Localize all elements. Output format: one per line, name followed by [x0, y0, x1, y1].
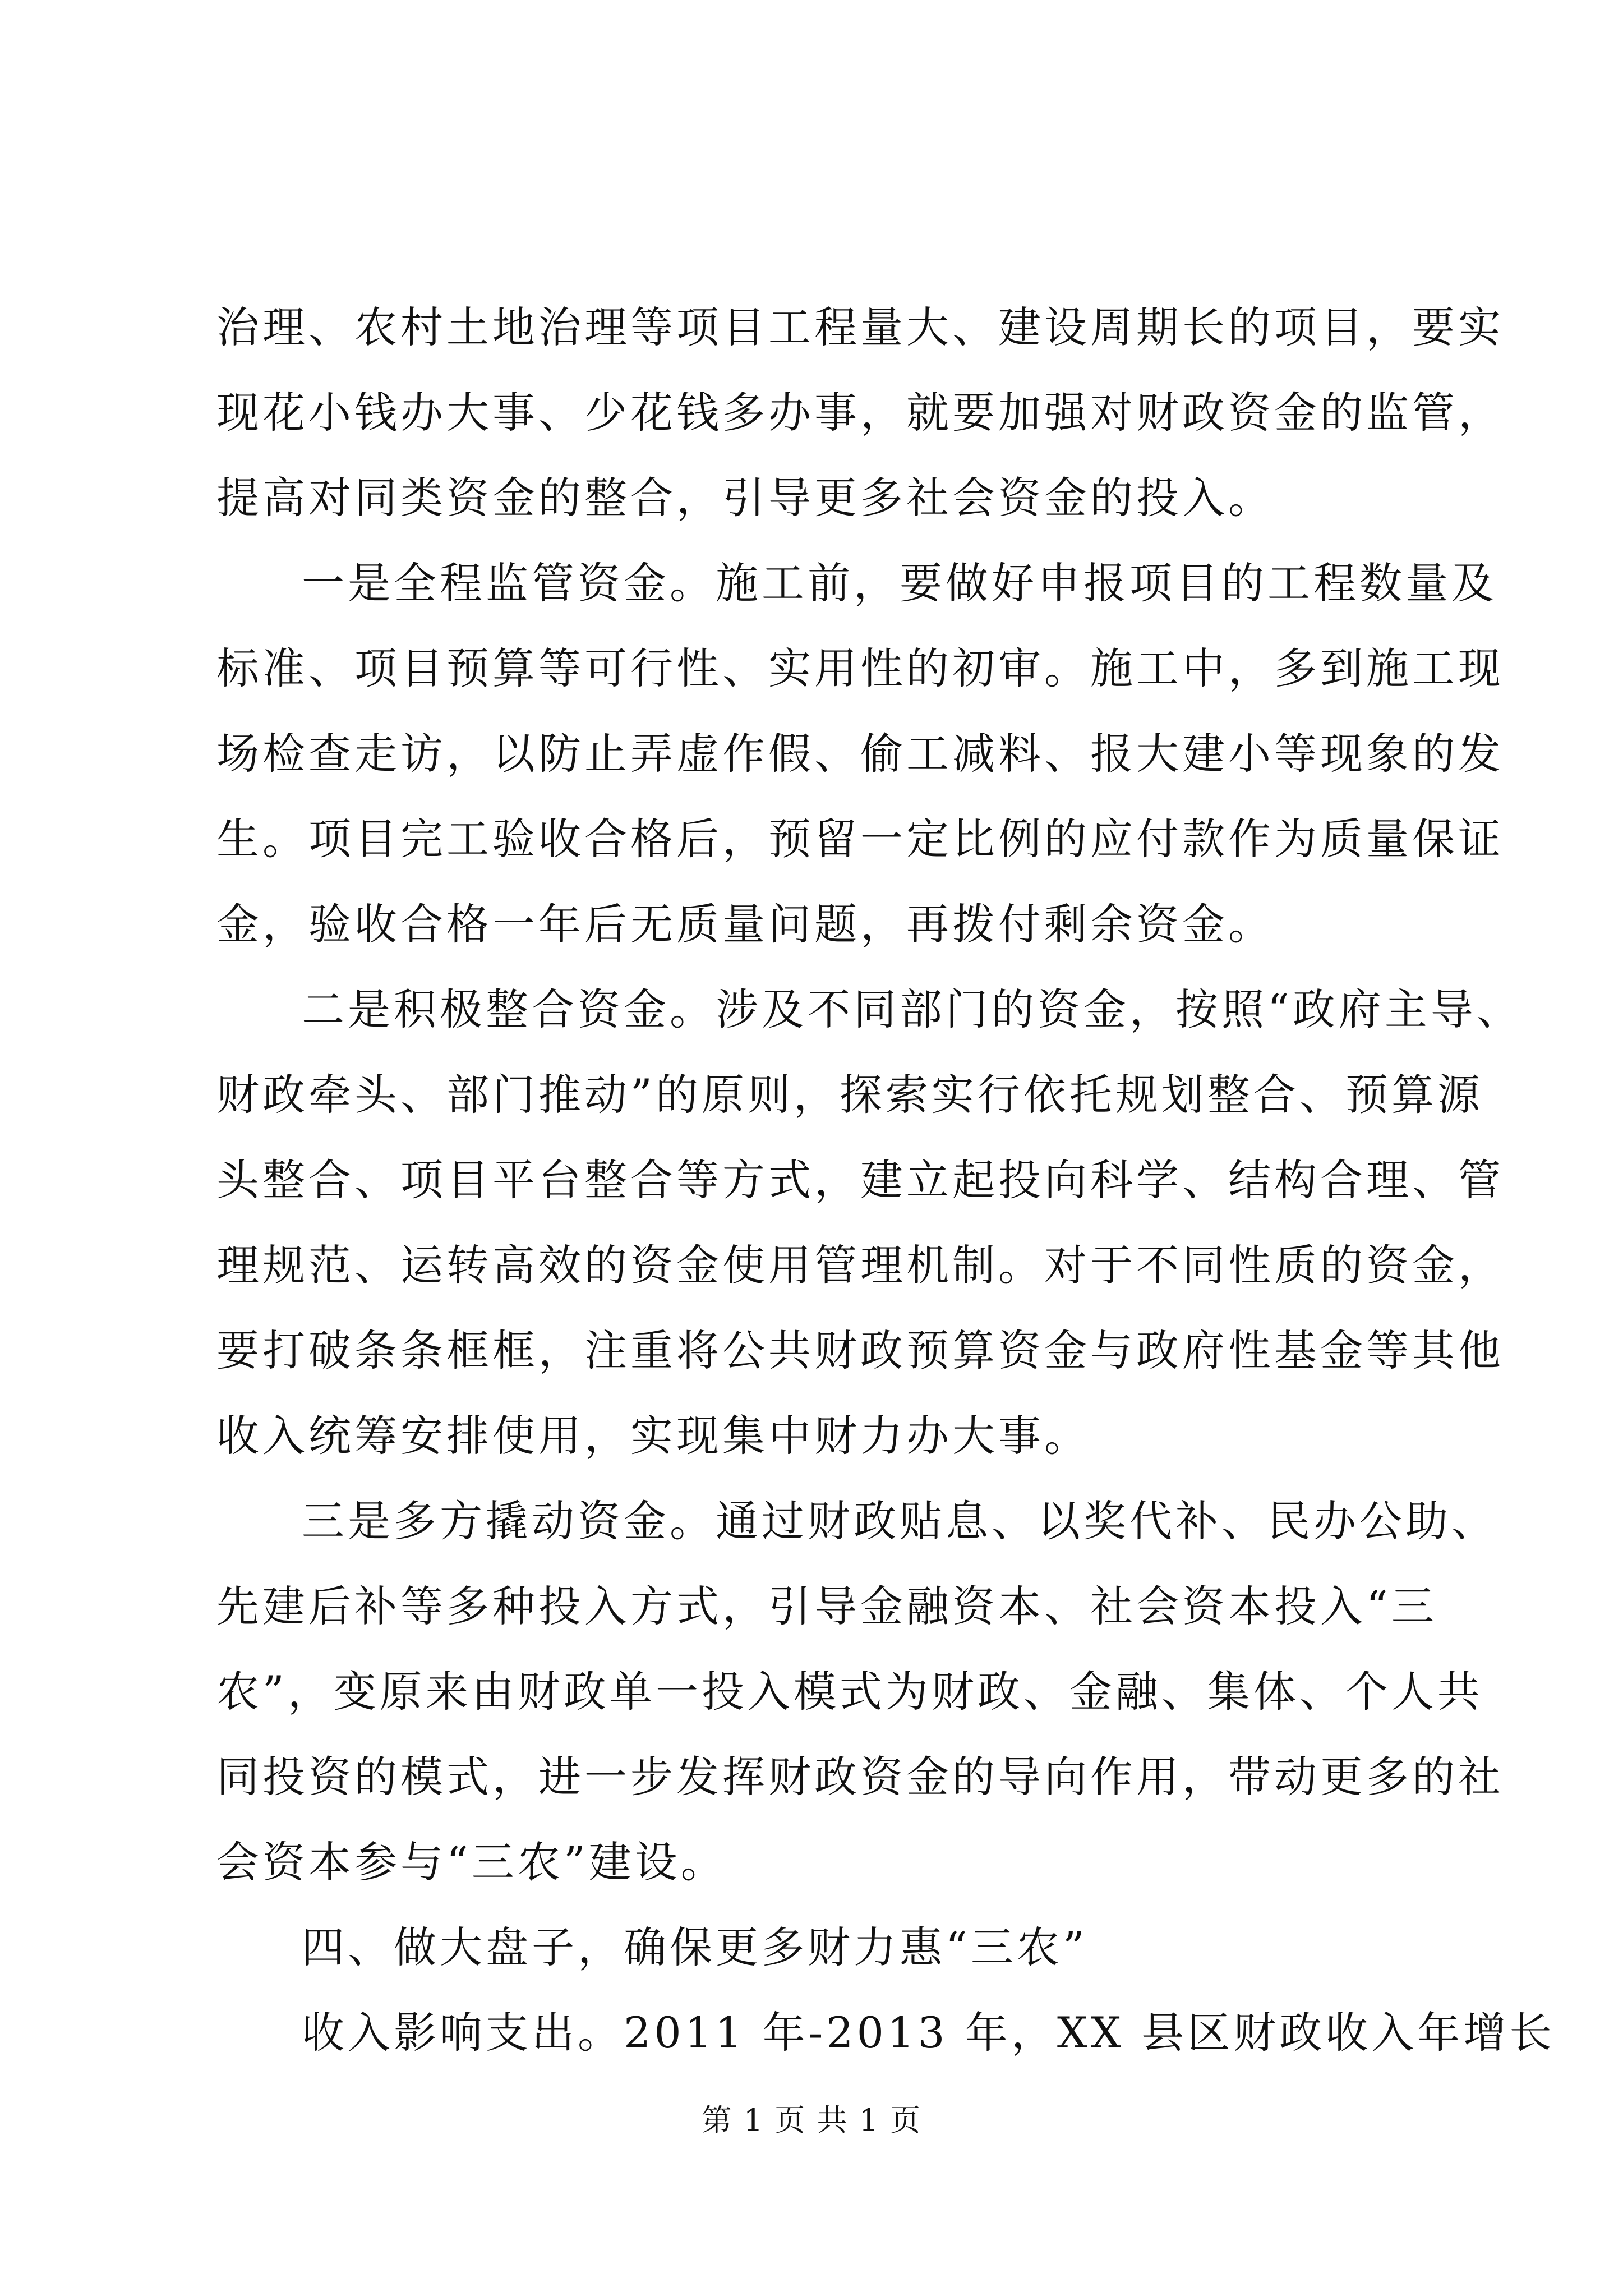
text-line: 四、做大盘子，确保更多财力惠“三农”	[302, 1922, 1088, 1972]
document-body	[216, 285, 1556, 2076]
paragraph-2	[216, 541, 1504, 967]
page-number: 第 1 页 共 1 页	[701, 2102, 922, 2138]
text-line: 提高对同类资金的整合，引导更多社会资金的投入。	[216, 473, 1274, 523]
paragraph-4	[216, 1479, 1504, 1905]
paragraph-3	[216, 967, 1523, 1479]
paragraph-5	[216, 1990, 1556, 2076]
text-line: 同投资的模式，进一步发挥财政资金的导向作用，带动更多的社	[216, 1752, 1504, 1802]
text-line: 要打破条条框框，注重将公共财政预算资金与政府性基金等其他	[216, 1326, 1504, 1375]
text-line: 场检查走访，以防止弄虚作假、偷工减料、报大建小等现象的发	[216, 729, 1504, 779]
section-heading	[216, 1905, 1408, 1990]
paragraph-1	[216, 285, 1504, 541]
text-line: 治理、农村土地治理等项目工程量大、建设周期长的项目，要实	[216, 302, 1504, 352]
text-line: 先建后补等多种投入方式，引导金融资本、社会资本投入“三	[216, 1581, 1437, 1631]
text-line: 农”，变原来由财政单一投入模式为财政、金融、集体、个人共	[216, 1667, 1483, 1717]
text-line: 生。项目完工验收合格后，预留一定比例的应付款作为质量保证	[216, 814, 1504, 864]
text-line: 收入影响支出。2011 年-2013 年，XX 县区财政收入年增长	[302, 2008, 1556, 2058]
text-line: 一是全程监管资金。施工前，要做好申报项目的工程数量及	[302, 558, 1497, 608]
text-line: 头整合、项目平台整合等方式，建立起投向科学、结构合理、管	[216, 1155, 1504, 1205]
text-line: 二是积极整合资金。涉及不同部门的资金，按照“政府主导、	[302, 984, 1523, 1034]
text-line: 金，验收合格一年后无质量问题，再拨付剩余资金。	[216, 899, 1274, 949]
text-line: 标准、项目预算等可行性、实用性的初审。施工中，多到施工现	[216, 643, 1504, 693]
text-line: 收入统筹安排使用，实现集中财力办大事。	[216, 1411, 1090, 1461]
page-footer	[0, 2098, 1623, 2143]
text-line: 现花小钱办大事、少花钱多办事，就要加强对财政资金的监管，	[216, 388, 1504, 438]
text-line: 理规范、运转高效的资金使用管理机制。对于不同性质的资金，	[216, 1240, 1504, 1290]
text-line: 财政牵头、部门推动”的原则，探索实行依托规划整合、预算源	[216, 1070, 1483, 1120]
text-line: 三是多方撬动资金。通过财政贴息、以奖代补、民办公助、	[302, 1496, 1497, 1546]
text-line: 会资本参与“三农”建设。	[216, 1837, 727, 1887]
